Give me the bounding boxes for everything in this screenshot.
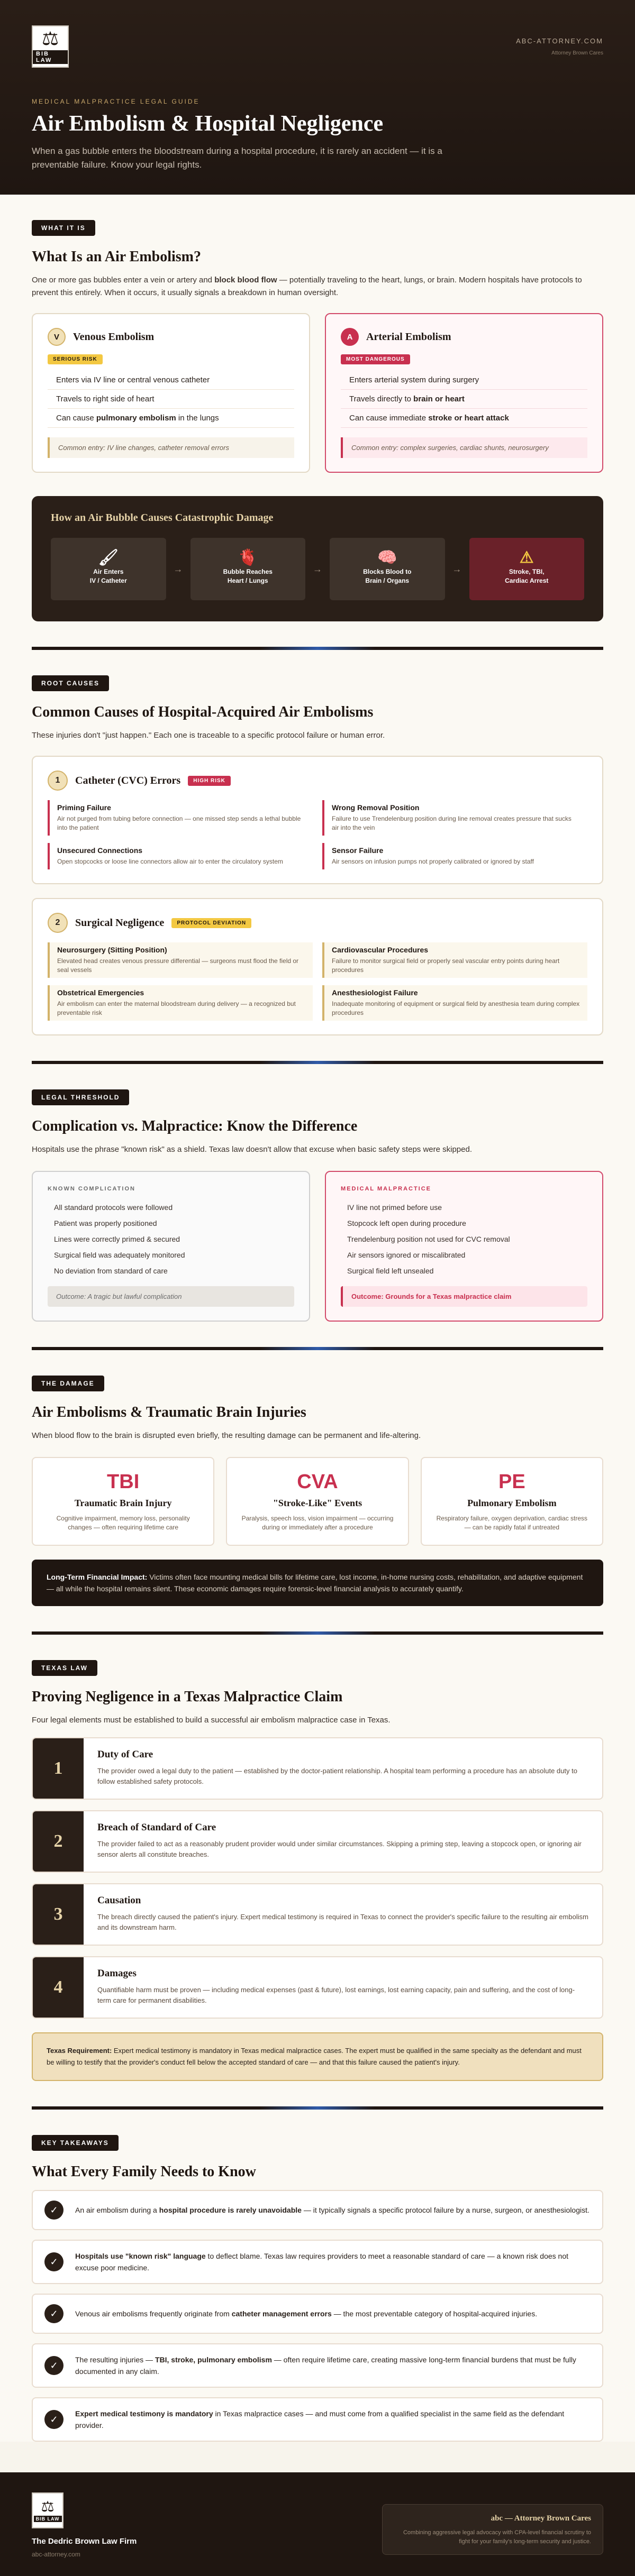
takeaway-text: — often require lifetime care, creating massive long-term financial burdens that must be fully documented in any claim. (75, 2355, 576, 2376)
element-title: Damages (97, 1968, 137, 1979)
financial-text: Victims often face mounting medical bills for lifetime care, lost income, in-home nursing costs, rehabilitation, and adaptive equipment — all while the hospital remains silent. These economic damages require forensic-level financial analysis to accurately quantify. (47, 1573, 583, 1593)
takeaway-text: The resulting injuries — (75, 2355, 155, 2364)
cause-title: Neurosurgery (Sitting Position) (57, 946, 167, 954)
element-number: 4 (33, 1957, 84, 2018)
risk-tag: MOST DANGEROUS (341, 354, 410, 364)
heart-icon: 🫀 (238, 548, 258, 566)
section-lead: Hospitals use the phrase "known risk" as a shield. Texas law doesn't allow that excuse when basic safety steps were skipped. (32, 1145, 473, 1154)
arrow-right-icon: → (452, 563, 462, 574)
section-pill: TEXAS LAW (32, 1660, 97, 1676)
damage-process (32, 496, 603, 621)
list-item: IV line not primed before use (347, 1203, 442, 1212)
element-desc: Quantifiable harm must be proven — including medical expenses (past & future), lost earnings, lost earning capacity, pain and suffering, and the cost of long-term care for permanent disabilities. (97, 1986, 575, 2004)
arrow-right-icon: → (173, 563, 183, 574)
cause-grid (48, 942, 587, 1021)
brain-icon: 🧠 (377, 548, 397, 566)
process-steps (51, 538, 584, 600)
takeaway-text: — it typically signals a specific protocol failure by a nurse, surgeon, or anesthesiologist. (301, 2206, 589, 2214)
takeaway-bold: Expert medical testimony is mandatory (75, 2409, 213, 2418)
cause-title: Obstetrical Emergencies (57, 988, 144, 997)
element-desc: The breach directly caused the patient's injury. Expert medical testimony is required in Texas to connect the provider's specific failure to the resulting air embolism and its downstream harm. (97, 1913, 588, 1931)
section-takeaways (0, 2110, 635, 2442)
injury-card-tbi (32, 1457, 214, 1546)
card-title: Venous Embolism (73, 331, 155, 343)
element-desc: The provider failed to act as a reasonably prudent provider would under similar circumstances. Skipping a priming step, leaving a stopcock open, or ignoring air sensor alerts all constitute breaches. (97, 1840, 582, 1858)
section-title: Proving Negligence in a Texas Malpractice Claim (32, 1689, 343, 1705)
header-domain[interactable]: ABC-ATTORNEY.COM (516, 37, 603, 45)
arterial-badge: A (341, 328, 359, 346)
takeaway-bold: Hospitals use "known risk" language (75, 2252, 206, 2260)
takeaway-text: — the most preventable category of hospital-acquired injuries. (331, 2309, 538, 2318)
element-card (32, 1956, 603, 2019)
syringe-icon: 🖌 (98, 548, 119, 566)
section-pill: WHAT IT IS (32, 220, 95, 236)
step-label: Cardiac Arrest (505, 576, 549, 584)
outcome-note: Outcome: Grounds for a Texas malpractice claim (341, 1286, 587, 1307)
section-texas (0, 1635, 635, 2110)
financial-label: Long-Term Financial Impact: (47, 1573, 148, 1581)
footer-logo[interactable] (32, 2492, 64, 2528)
card-title: Arterial Embolism (366, 331, 451, 343)
takeaway-bold: catheter management errors (231, 2309, 332, 2318)
section-pill: ROOT CAUSES (32, 675, 109, 691)
process-title: How an Air Bubble Causes Catastrophic Damage (51, 512, 274, 524)
logo-text: BIB LAW (33, 50, 68, 64)
takeaway-item (32, 2343, 603, 2388)
venous-list (48, 371, 294, 428)
footer-callout (382, 2504, 603, 2555)
lead-text: — potentially traveling to the heart, lungs, or brain. Modern hospitals have protocols to prevent this entirely. When it occurs, it usually signals a breakdown in human oversight. (32, 276, 582, 297)
takeaway-bold: hospital procedure is rarely unavoidable (159, 2206, 302, 2214)
section-title: Common Causes of Hospital-Acquired Air Embolisms (32, 704, 374, 720)
requirement-label: Texas Requirement: (47, 2047, 112, 2055)
financial-impact (32, 1560, 603, 1606)
list-item: Can cause pulmonary embolism in the lungs (48, 409, 294, 428)
cause-item (48, 942, 313, 978)
requirement-text: Expert medical testimony is mandatory in Texas medical malpractice cases. The expert must be qualified in the same specialty as the defendant and must be willing to testify that the provider's conduct fell below the accepted standard of care — and that this failure caused the patient's injury. (47, 2047, 582, 2066)
step-label: Blocks Blood to (363, 567, 412, 575)
section-lead: These injuries don't "just happen." Each one is traceable to a specific protocol failure or human error. (32, 731, 385, 740)
cause-item (322, 843, 587, 869)
venous-badge: V (48, 328, 66, 346)
cause-title: Unsecured Connections (57, 846, 143, 855)
firm-name: The Dedric Brown Law Firm (32, 2537, 137, 2546)
takeaway-bold: TBI, stroke, pulmonary embolism (155, 2355, 272, 2364)
list-item: Surgical field was adequately monitored (54, 1251, 185, 1259)
cause-desc: Elevated head creates venous pressure differential — surgeons must flood the field or seal vessels (57, 957, 299, 974)
injury-desc: Cognitive impairment, memory loss, personality changes — often requiring lifetime care (56, 1515, 190, 1531)
arrow-right-icon: → (313, 563, 322, 574)
injury-name: Pulmonary Embolism (467, 1498, 557, 1508)
section-title: What Every Family Needs to Know (32, 2164, 256, 2180)
step-label: Bubble Reaches (223, 567, 273, 575)
list-item: Can cause immediate stroke or heart attack (341, 409, 587, 428)
element-title: Causation (97, 1895, 141, 1906)
list-item: No deviation from standard of care (54, 1267, 168, 1275)
injury-desc: Paralysis, speech loss, vision impairment — occurring during or immediately after a procedure (241, 1515, 394, 1531)
section-pill: KEY TAKEAWAYS (32, 2135, 119, 2151)
injury-card-pe (421, 1457, 603, 1546)
cause-desc: Inadequate monitoring of equipment or surgical field by anesthesia team during complex procedures (332, 1000, 580, 1016)
step-label: Heart / Lungs (227, 576, 268, 584)
group-title: Surgical Negligence (75, 916, 165, 929)
element-card (32, 1810, 603, 1873)
step-label: Stroke, TBI, (509, 567, 545, 575)
group-title: Catheter (CVC) Errors (75, 774, 181, 786)
cause-grid (48, 800, 587, 869)
list-item: Air sensors ignored or miscalibrated (347, 1251, 466, 1259)
section-what (0, 195, 635, 650)
element-title: Duty of Care (97, 1749, 153, 1760)
page-subtitle: When a gas bubble enters the bloodstream during a hospital procedure, it is rarely an accident — it is a preventable failure. Know your legal rights. (32, 146, 442, 170)
element-desc: The provider owed a legal duty to the patient — established by the doctor-patient relationship. A hospital team performing a procedure has an absolute duty to follow established safety protocols. (97, 1767, 577, 1785)
cause-item (48, 843, 313, 869)
cause-title: Anesthesiologist Failure (332, 988, 418, 997)
group-tag: PROTOCOL DEVIATION (171, 918, 251, 928)
takeaway-item (32, 2397, 603, 2442)
box-heading: MEDICAL MALPRACTICE (341, 1186, 432, 1192)
outcome-note: Outcome: A tragic but lawful complication (48, 1286, 294, 1307)
list-item: Travels directly to brain or heart (341, 390, 587, 409)
list-item: Stopcock left open during procedure (347, 1219, 466, 1227)
list-item: Trendelenburg position not used for CVC removal (347, 1235, 510, 1243)
cause-group-surgical (32, 898, 603, 1035)
injury-name: "Stroke-Like" Events (273, 1498, 362, 1508)
cause-desc: Failure to use Trendelenburg position during line removal creates pressure that sucks air into the vein (332, 815, 572, 831)
takeaway-text: Venous air embolisms frequently originate from (75, 2309, 232, 2318)
page-footer (0, 2472, 635, 2576)
takeaway-item (32, 2240, 603, 2284)
element-card (32, 1737, 603, 1800)
cause-title: Priming Failure (57, 803, 111, 812)
arterial-list (341, 371, 587, 428)
embolism-types (32, 313, 603, 473)
step-stroke (469, 538, 585, 600)
comparison (32, 1171, 603, 1322)
lead-bold: block blood flow (214, 276, 277, 285)
venous-card (32, 313, 310, 473)
texas-requirement (32, 2032, 603, 2081)
section-legal (0, 1064, 635, 1350)
check-icon: ✓ (44, 2356, 64, 2375)
cause-desc: Failure to monitor surgical field or properly seal vascular entry points during heart procedures (332, 957, 560, 974)
scales-icon: ⚖ (41, 2498, 55, 2515)
page-title: Air Embolism & Hospital Negligence (32, 112, 384, 136)
step-label: Brain / Organs (365, 576, 410, 584)
step-bubble-heart (190, 538, 306, 600)
risk-tag: SERIOUS RISK (48, 354, 103, 364)
list-item: All standard protocols were followed (54, 1203, 173, 1212)
cause-title: Sensor Failure (332, 846, 384, 855)
list-item: Travels to right side of heart (48, 390, 294, 409)
cause-item (48, 985, 313, 1021)
cause-item (322, 800, 587, 836)
takeaway-item (32, 2294, 603, 2334)
list-item: Surgical field left unsealed (347, 1267, 434, 1275)
element-card (32, 1883, 603, 1946)
element-title: Breach of Standard of Care (97, 1822, 216, 1833)
cause-desc: Air embolism can enter the maternal bloodstream during delivery — a recognized but preventable risk (57, 1000, 296, 1016)
list-item: Patient was properly positioned (54, 1219, 157, 1227)
cause-item (322, 985, 587, 1021)
element-number: 3 (33, 1884, 84, 1945)
section-lead (32, 274, 603, 299)
takeaway-text: in Texas malpractice cases — and must come from a qualified specialist in the same field as the defendant provider. (75, 2409, 565, 2430)
injury-cards (32, 1457, 603, 1546)
header-brand (516, 37, 603, 56)
list-item: Enters arterial system during surgery (341, 371, 587, 390)
group-tag: HIGH RISK (188, 776, 231, 786)
callout-title: abc — Attorney Brown Cares (491, 2514, 591, 2523)
cause-desc: Open stopcocks or loose line connectors allow air to enter the circulatory system (57, 858, 283, 865)
injury-abbr: TBI (107, 1471, 140, 1493)
section-damage (0, 1350, 635, 1635)
cause-item (48, 800, 313, 836)
callout-text: Combining aggressive legal advocacy with CPA-level financial scrutiny to fight for your family's long-term security and justice. (403, 2529, 591, 2545)
step-label: Air Enters (93, 567, 124, 575)
cause-title: Wrong Removal Position (332, 803, 420, 812)
section-title: Air Embolisms & Traumatic Brain Injuries (32, 1404, 306, 1420)
entry-note: Common entry: IV line changes, catheter removal errors (48, 437, 294, 458)
check-icon: ✓ (44, 2201, 64, 2220)
element-number: 2 (33, 1811, 84, 1872)
takeaway-text: to deflect blame. Texas law requires providers to meet a reasonable standard of care — a known risk does not excuse poor medicine. (75, 2252, 568, 2272)
section-causes (0, 650, 635, 1064)
injury-name: Traumatic Brain Injury (74, 1498, 172, 1508)
list-item: Lines were correctly primed & secured (54, 1235, 180, 1243)
element-number: 1 (33, 1738, 84, 1799)
box-heading: KNOWN COMPLICATION (48, 1186, 135, 1192)
cause-title: Cardiovascular Procedures (332, 946, 429, 954)
injury-card-cva (226, 1457, 409, 1546)
step-label: IV / Catheter (89, 576, 127, 584)
check-icon: ✓ (44, 2304, 64, 2323)
section-title: What Is an Air Embolism? (32, 249, 201, 265)
injury-abbr: CVA (297, 1471, 338, 1493)
header-kicker: MEDICAL MALPRACTICE LEGAL GUIDE (32, 98, 200, 105)
scales-icon: ⚖ (41, 27, 59, 49)
logo-text: BIB LAW (34, 2516, 62, 2522)
section-lead: When blood flow to the brain is disrupted even briefly, the resulting damage can be permanent and life-altering. (32, 1431, 421, 1440)
list-item: Enters via IV line or central venous catheter (48, 371, 294, 390)
warning-icon: ⚠ (519, 548, 534, 566)
step-air-enters (51, 538, 166, 600)
known-complication-box (32, 1171, 310, 1322)
step-blocks-blood (330, 538, 445, 600)
cause-desc: Air sensors on infusion pumps not properly calibrated or ignored by staff (332, 858, 534, 865)
group-number: 1 (48, 771, 68, 791)
malpractice-box (325, 1171, 603, 1322)
firm-logo[interactable] (32, 25, 69, 68)
section-lead: Four legal elements must be established to build a successful air embolism malpractice case in Texas. (32, 1716, 391, 1725)
arterial-card (325, 313, 603, 473)
takeaway-item (32, 2190, 603, 2230)
footer-domain[interactable]: abc-attorney.com (32, 2551, 80, 2558)
group-number: 2 (48, 913, 68, 933)
header-tagline: Attorney Brown Cares (551, 50, 603, 56)
injury-abbr: PE (498, 1471, 525, 1493)
injury-desc: Respiratory failure, oxygen deprivation, cardiac stress — can be rapidly fatal if untreated (436, 1515, 588, 1531)
section-title: Complication vs. Malpractice: Know the Difference (32, 1118, 358, 1134)
section-pill: LEGAL THRESHOLD (32, 1089, 129, 1105)
check-icon: ✓ (44, 2252, 64, 2271)
section-pill: THE DAMAGE (32, 1376, 104, 1391)
cause-item (322, 942, 587, 978)
cause-desc: Air not purged from tubing before connection — one missed step sends a lethal bubble into the patient (57, 815, 301, 831)
entry-note: Common entry: complex surgeries, cardiac shunts, neurosurgery (341, 437, 587, 458)
takeaway-text: An air embolism during a (75, 2206, 159, 2214)
cause-group-catheter (32, 756, 603, 884)
check-icon: ✓ (44, 2410, 64, 2429)
page-header (0, 0, 635, 195)
lead-text: One or more gas bubbles enter a vein or artery and (32, 276, 215, 285)
